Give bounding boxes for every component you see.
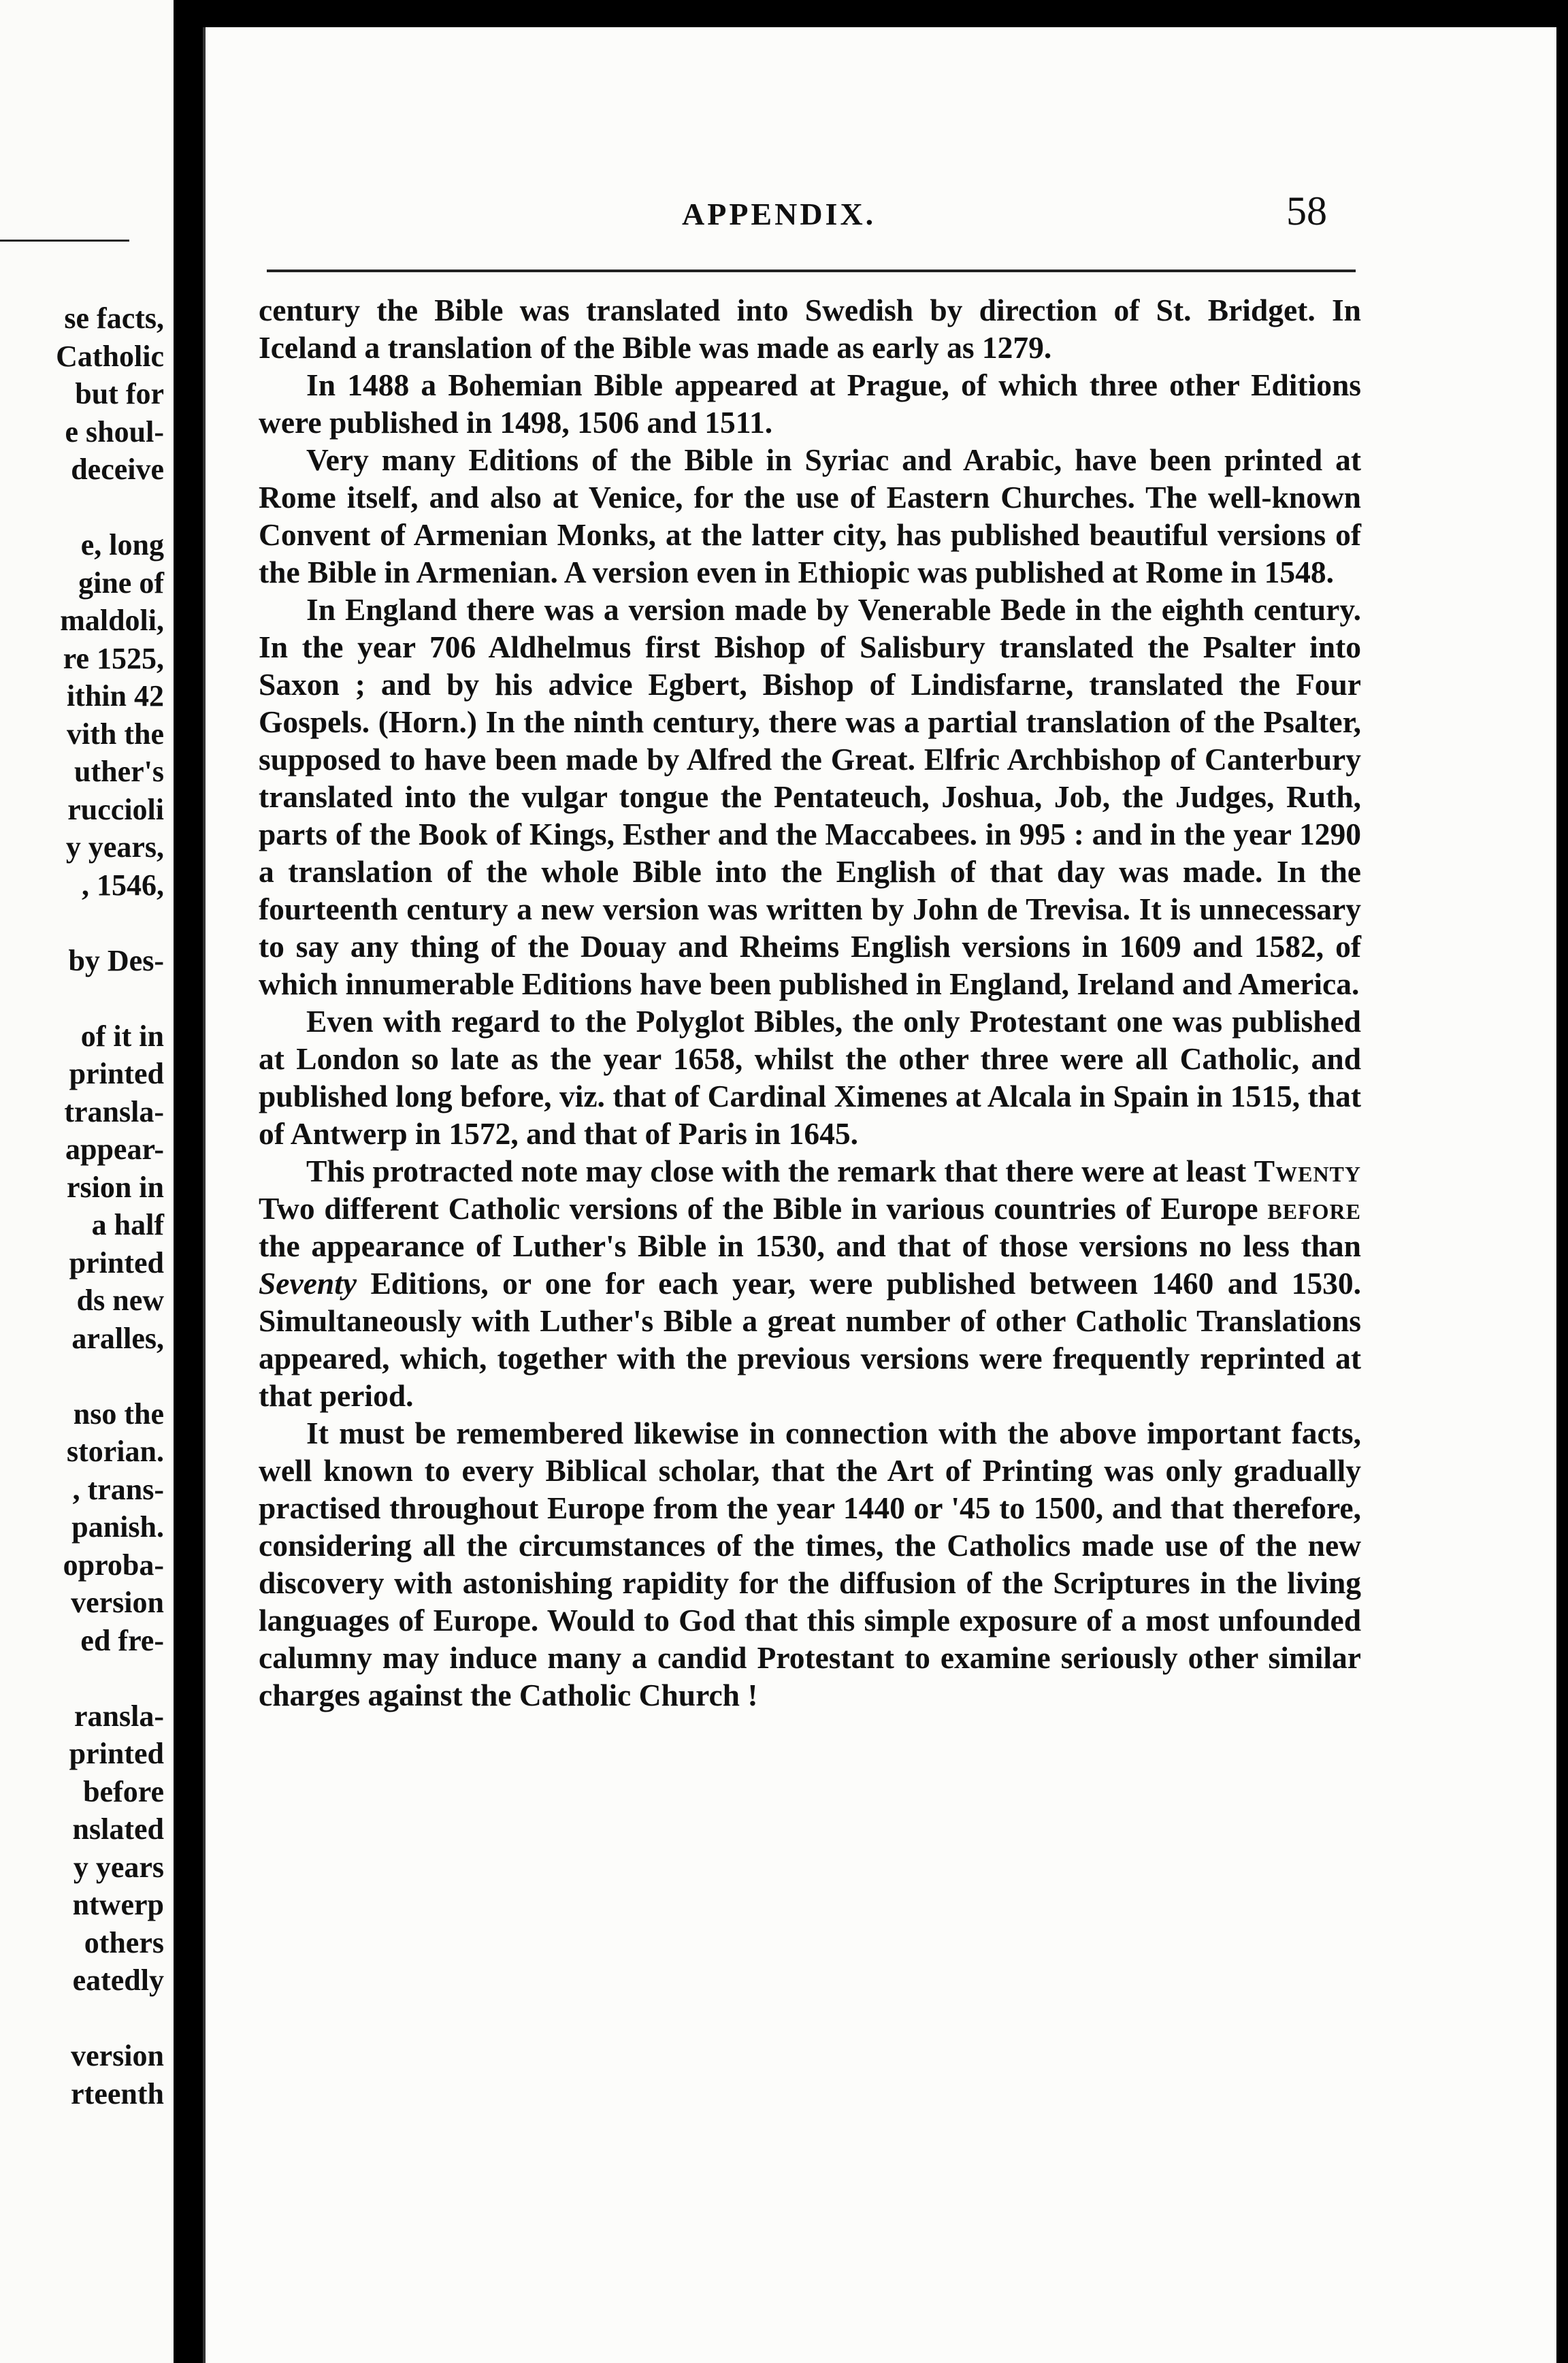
previous-page-line: Catholic xyxy=(56,339,164,373)
previous-page-line: se facts, xyxy=(64,302,164,335)
previous-page-line xyxy=(0,489,164,527)
paragraph: It must be remembered likewise in connection with the above important facts, well known to every Biblical scholar, that the Art of Printing was only gradually practised throughout Europe from the year 1440 or '45 to 1500, and that therefore, considering all the circumstances of the times, the Catholics made use of the new discovery with astonishing rapidity for the diffusion of the Scriptures in the living languages of Europe. Would to God that this simple exposure of a most unfounded calumny may induce many a candid Protestant to examine seriously other similar charges against the Catholic Church ! xyxy=(259,1416,1361,1712)
previous-page-line: version xyxy=(71,2039,164,2072)
previous-page-line: y years xyxy=(73,1850,164,1884)
previous-page-line: , trans- xyxy=(72,1472,164,1506)
italic-word: Seventy xyxy=(259,1266,357,1301)
previous-page-line: oproba- xyxy=(63,1548,164,1582)
previous-page-line: by Des- xyxy=(68,943,164,977)
book-page xyxy=(203,27,1556,2363)
previous-page-line: ds new xyxy=(76,1284,164,1317)
previous-page-line: panish. xyxy=(71,1510,164,1544)
previous-page-line: of it in xyxy=(80,1019,164,1053)
previous-page-line: uther's xyxy=(74,755,164,788)
paragraph: Very many Editions of the Bible in Syriac and Arabic, have been printed at Rome itself, and also at Venice, for the use of Eastern Churches. The well-known Convent of Armenian Monks, at the latter city, has published beautiful versions of the Bible in Armenian. A version even in Ethiopic was published at Rome in 1548. xyxy=(259,442,1361,589)
running-head: APPENDIX. xyxy=(682,197,877,231)
previous-page-fragment xyxy=(0,0,174,2363)
page-header xyxy=(206,182,1556,237)
previous-page-line: , 1546, xyxy=(82,868,164,902)
previous-page-line: eatedly xyxy=(72,1963,164,1997)
previous-page-line: but for xyxy=(75,377,164,410)
paragraph-text: Editions, or one for each year, were published between 1460 and 1530. Simultaneously with Luther's Bible a great number of other Catholic Translations appeared, which, together with the previous versions were frequently reprinted at that period. xyxy=(259,1266,1362,1413)
paragraph-text: Two different Catholic versions of the Bible in various countries of Europe xyxy=(259,1191,1258,1226)
previous-page-line: transla- xyxy=(64,1094,164,1128)
previous-page-line: re 1525, xyxy=(63,641,164,675)
previous-page-line: nslated xyxy=(72,1812,164,1846)
previous-page-line: ntwerp xyxy=(72,1888,164,1921)
previous-page-line: e, long xyxy=(80,528,164,561)
small-caps-word: before xyxy=(1267,1191,1361,1226)
previous-page-line: a half xyxy=(91,1208,164,1241)
previous-page-line: printed xyxy=(69,1245,164,1280)
paragraph xyxy=(259,1152,1361,1414)
previous-page-line: storian. xyxy=(67,1435,164,1468)
previous-page-line: rteenth xyxy=(71,2076,164,2111)
previous-page-line: ruccioli xyxy=(67,792,164,826)
previous-page-line xyxy=(0,1357,164,1395)
previous-page-line: maldoli, xyxy=(60,604,164,637)
previous-page-line: before xyxy=(83,1774,164,1808)
previous-page-line: ransla- xyxy=(74,1699,164,1733)
paragraph: century the Bible was translated into Swedish by direction of St. Bridget. In Iceland a translation of the Bible was made as early as 1279. xyxy=(259,293,1361,365)
previous-page-line: y years, xyxy=(65,830,164,864)
header-rule xyxy=(267,270,1356,272)
paragraph-text: the appearance of Luther's Bible in 1530, and that of those versions no less than xyxy=(259,1228,1361,1263)
paragraph: In 1488 a Bohemian Bible appeared at Prague, of which three other Editions were published in 1498, 1506 and 1511. xyxy=(259,368,1361,440)
previous-page-line: rsion in xyxy=(66,1170,164,1204)
previous-page-line: others xyxy=(84,1925,164,1959)
previous-page-line: aralles, xyxy=(71,1321,164,1355)
small-caps-word: Twenty xyxy=(1254,1154,1362,1188)
previous-page-line xyxy=(0,904,164,942)
previous-page-line: vith the xyxy=(67,717,164,751)
previous-page-line: version xyxy=(71,1586,164,1619)
previous-page-line: e shoul- xyxy=(65,414,164,449)
previous-page-line: deceive xyxy=(71,453,164,486)
page-body xyxy=(259,291,1361,1714)
paragraph: In England there was a version made by Venerable Bede in the eighth century. In the year 706 Aldhelmus first Bishop of Salisbury translated the Psalter into Saxon ; and by his advice Egbert, Bishop of Lindisfarne, translated the Four Gospels. (Horn.) In the ninth century, there was a partial translation of the Psalter, supposed to have been made by Alfred the Great. Elfric Archbishop of Canterbury translated into the vulgar tongue the Pentateuch, Joshua, Job, the Judges, Ruth, parts of the Book of Kings, Esther and the Maccabees. in 995 : and in the year 1290 a translation of the whole Bible into the English of that day was made. In the fourteenth century a new version was written by John de Trevisa. It is unnecessary to say any thing of the Douay and Rheims English versions in 1609 and 1582, of which innumerable Editions have been published in England, Ireland and America. xyxy=(259,592,1361,1001)
previous-page-text xyxy=(0,299,164,2113)
previous-page-line: ithin 42 xyxy=(66,679,164,713)
previous-page-line: printed xyxy=(69,1737,164,1770)
previous-page-line xyxy=(0,1659,164,1697)
page-number: 58 xyxy=(1286,189,1327,233)
previous-page-line: ed fre- xyxy=(80,1623,164,1657)
paragraph-text: This protracted note may close with the remark that there were at least xyxy=(306,1154,1247,1188)
previous-page-line xyxy=(0,2000,164,2038)
previous-page-line: nso the xyxy=(73,1397,164,1431)
previous-page-line: printed xyxy=(69,1057,164,1090)
previous-page-line: gine of xyxy=(78,566,164,600)
previous-page-rule xyxy=(0,240,129,242)
previous-page-line: appear- xyxy=(65,1132,164,1166)
paragraph: Even with regard to the Polyglot Bibles, the only Protestant one was published at London so late as the year 1658, whilst the other three were all Catholic, and published long before, viz. that of Cardinal Ximenes at Alcala in Spain in 1515, that of Antwerp in 1572, and that of Paris in 1645. xyxy=(259,1004,1361,1151)
previous-page-line xyxy=(0,979,164,1017)
